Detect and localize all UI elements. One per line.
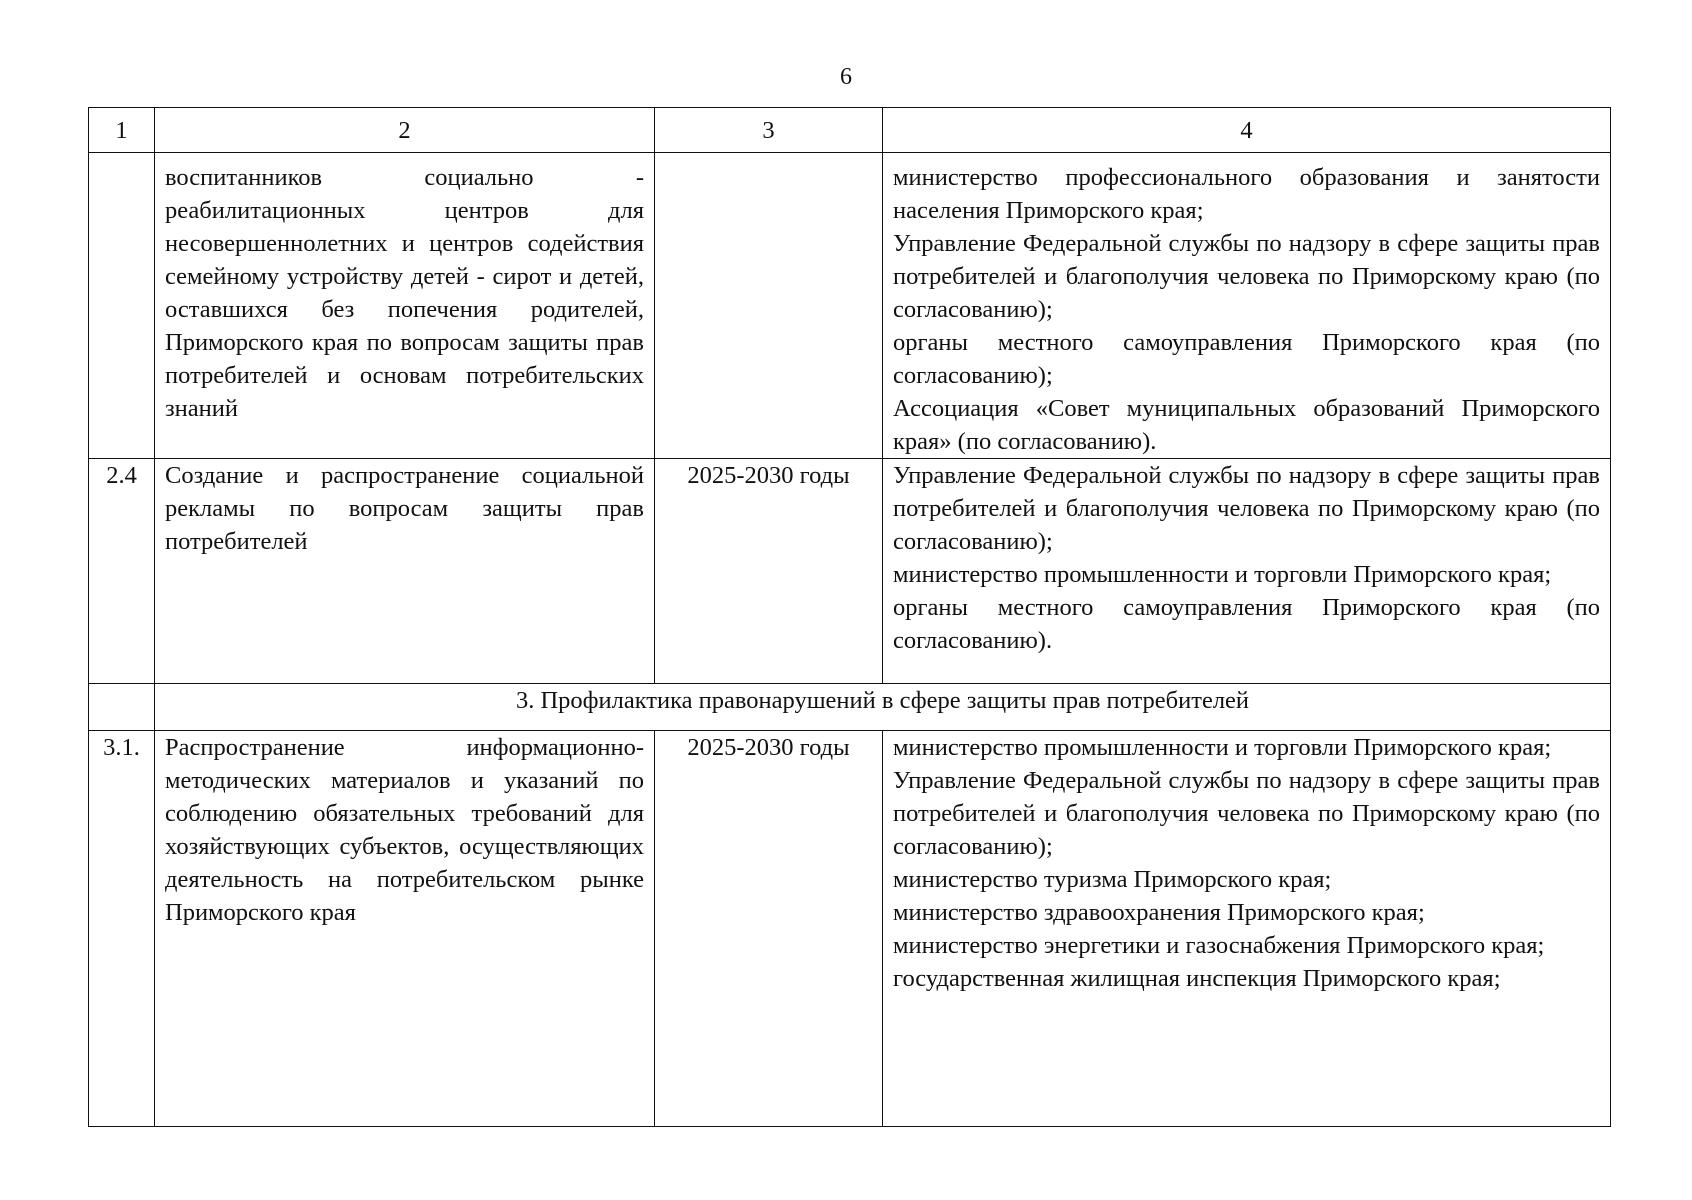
event-text: воспитанников социально - реабилитационных центров для несовершеннолетних и центров содействия семейному устройству детей - сирот и детей, оставшихся без попечения родителей, Приморского края по вопросам защиты прав потребителей и основам потребительских знаний	[165, 164, 644, 422]
executor-line: министерство промышленности и торговли Приморского края;	[893, 734, 1552, 761]
executor-line: министерство промышленности и торговли Приморского края;	[893, 561, 1552, 588]
executor-line: министерство энергетики и газоснабжения Приморского края;	[893, 932, 1545, 959]
executors	[883, 731, 1611, 1127]
executors	[883, 459, 1611, 684]
event-text: Создание и распространение социальной рекламы по вопросам защиты прав потребителей	[165, 462, 644, 555]
executor-line: министерство туризма Приморского края;	[893, 866, 1332, 893]
executor-line: Управление Федеральной службы по надзору в сфере защиты прав потребителей и благополучия человека по Приморскому краю (по согласованию);	[893, 462, 1600, 555]
table-row	[89, 731, 1611, 1127]
executor-line: органы местного самоуправления Приморского края (по согласованию).	[893, 594, 1600, 654]
executors	[883, 153, 1611, 459]
event-description	[155, 459, 655, 684]
measures-table	[88, 107, 1611, 1127]
event-description	[155, 731, 655, 1127]
executor-line: министерство здравоохранения Приморского края;	[893, 899, 1425, 926]
executor-line: Ассоциация «Совет муниципальных образований Приморского края» (по согласованию).	[893, 395, 1600, 455]
executor-line: министерство профессионального образования и занятости населения Приморского края;	[893, 164, 1600, 224]
period: 2025-2030 годы	[655, 731, 883, 1127]
executor-line: Управление Федеральной службы по надзору в сфере защиты прав потребителей и благополучия человека по Приморскому краю (по согласованию);	[893, 230, 1600, 323]
column-header: 2	[155, 108, 655, 153]
event-text: Распространение информационно-методических материалов и указаний по соблюдению обязательных требований для хозяйствующих субъектов, осуществляющих деятельность на потребительском рынке Приморского края	[165, 734, 644, 926]
section-row	[89, 684, 1611, 731]
event-description	[155, 153, 655, 459]
section-number-cell	[89, 684, 155, 731]
table-header-row	[89, 108, 1611, 153]
period	[655, 153, 883, 459]
executor-line: государственная жилищная инспекция Приморского края;	[893, 965, 1501, 992]
column-header: 1	[89, 108, 155, 153]
row-number: 3.1.	[89, 731, 155, 1127]
row-number: 2.4	[89, 459, 155, 684]
executor-line: органы местного самоуправления Приморского края (по согласованию);	[893, 329, 1600, 389]
column-header: 3	[655, 108, 883, 153]
table-row	[89, 153, 1611, 459]
period: 2025-2030 годы	[655, 459, 883, 684]
section-title: 3. Профилактика правонарушений в сфере защиты прав потребителей	[155, 684, 1611, 731]
table-row	[89, 459, 1611, 684]
executor-line: Управление Федеральной службы по надзору в сфере защиты прав потребителей и благополучия человека по Приморскому краю (по согласованию);	[893, 767, 1600, 860]
page-number: 6	[840, 64, 852, 90]
row-number	[89, 153, 155, 459]
column-header: 4	[883, 108, 1611, 153]
